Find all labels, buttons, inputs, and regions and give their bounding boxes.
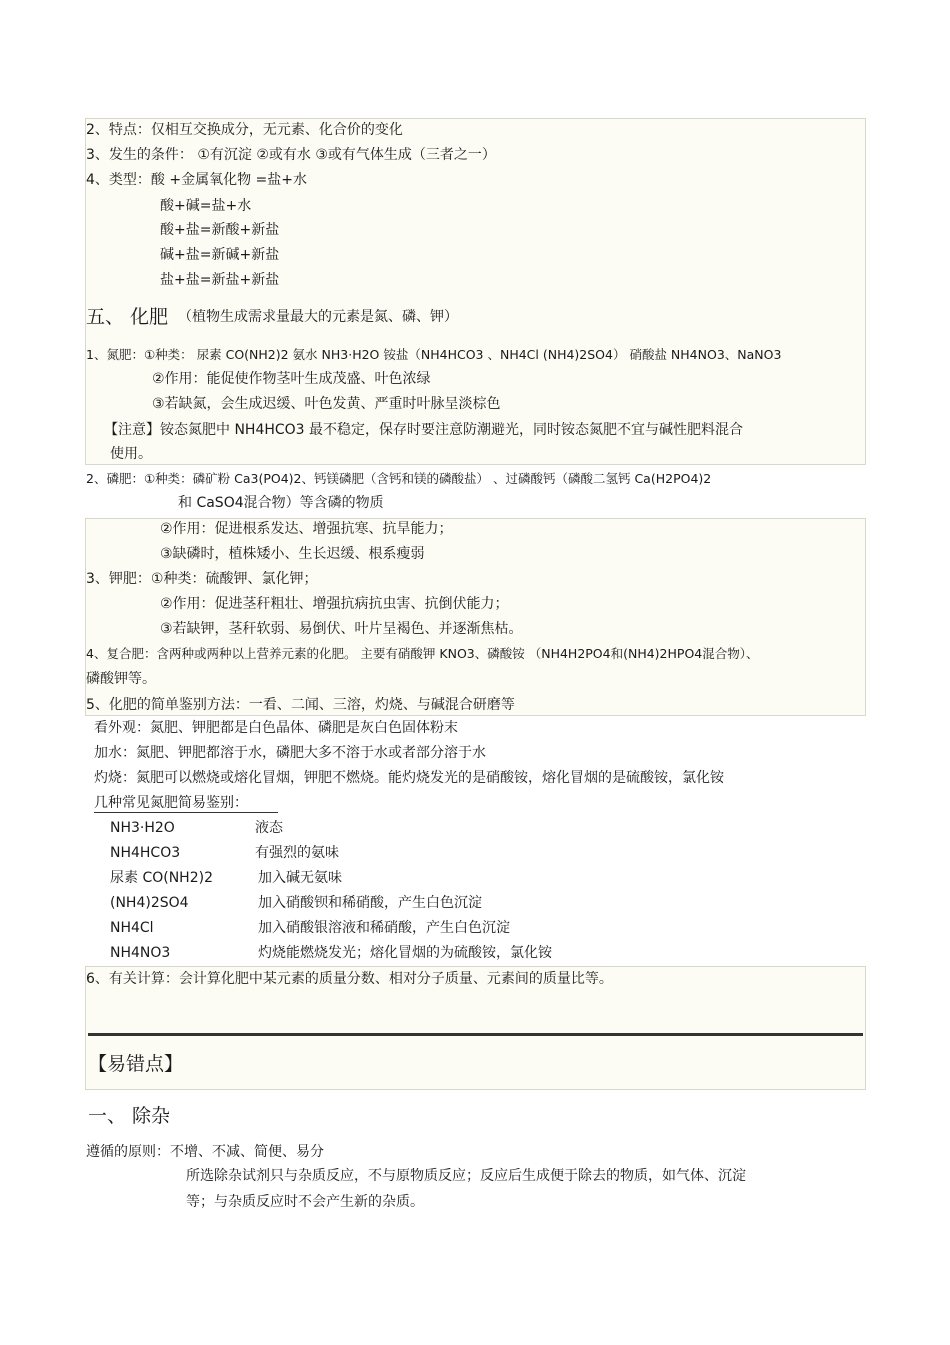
compound-desc: 有强烈的氨味 (255, 845, 339, 861)
section-divider (88, 1033, 863, 1036)
impurity-removal-heading: 一、 除杂 (88, 1105, 171, 1127)
compound-name: (NH4)2SO4 (110, 895, 189, 911)
identify-appearance: 看外观：氮肥、钾肥都是白色晶体、磷肥是灰白色固体粉末 (94, 720, 458, 736)
error-points-heading: 【易错点】 (88, 1053, 184, 1075)
identify-methods: 5、化肥的简单鉴别方法：一看、二闻、三溶，灼烧、与碱混合研磨等 (86, 697, 515, 713)
compound-fertilizer-cont: 磷酸钾等。 (86, 671, 156, 687)
compound-name: NH3·H2O (110, 820, 175, 836)
table-row (110, 894, 189, 912)
reaction-feature: 2、特点：仅相互交换成分，无元素、化合价的变化 (86, 122, 403, 138)
heading-underline (94, 812, 278, 813)
reaction-type-4: 碱+盐=新碱+新盐 (160, 247, 280, 263)
compound-desc: 液态 (255, 820, 283, 836)
compound-name: 尿素 CO(NH2)2 (110, 870, 213, 886)
compound-name: NH4NO3 (110, 945, 171, 961)
identify-nitrogen-heading: 几种常见氮肥简易鉴别： (94, 795, 248, 811)
compound-desc: 加入硝酸银溶液和稀硝酸，产生白色沉淀 (258, 920, 510, 936)
potassium-deficiency: ③若缺钾，茎秆软弱、易倒伏、叶片呈褐色、并逐渐焦枯。 (160, 621, 523, 637)
principle-detail: 所选除杂试剂只与杂质反应，不与原物质反应；反应后生成便于除去的物质，如气体、沉淀 (186, 1168, 746, 1184)
phosphate-function: ②作用：促进根系发达、增强抗寒、抗旱能力； (160, 521, 453, 537)
table-row (110, 844, 180, 862)
compound-desc: 加入碱无氨味 (258, 870, 342, 886)
compound-desc: 加入硝酸钡和稀硝酸，产生白色沉淀 (258, 895, 482, 911)
table-row (110, 869, 213, 887)
compound-name: NH4HCO3 (110, 845, 181, 861)
nitrogen-function: ②作用：能促使作物茎叶生成茂盛、叶色浓绿 (152, 371, 431, 387)
phosphate-types-cont: 和 CaSO4混合物）等含磷的物质 (178, 495, 384, 511)
compound-name: NH4Cl (110, 920, 154, 936)
phosphate-types: 2、磷肥：①种类：磷矿粉 Ca3(PO4)2、钙镁磷肥（含钙和镁的磷酸盐） 、过磷酸钙（磷酸二氢钙 Ca(H2PO4)2 (86, 471, 712, 486)
nitrogen-note: 【注意】铵态氮肥中 NH4HCO3 最不稳定，保存时要注意防潮避光，同时铵态氮肥不宜与碱性肥料混合 (104, 422, 744, 438)
potassium-types: 3、钾肥：①种类：硫酸钾、氯化钾； (86, 571, 318, 587)
identify-burn: 灼烧：氮肥可以燃烧或熔化冒烟，钾肥不燃烧。能灼烧发光的是硝酸铵，熔化冒烟的是硫酸铵，氯化铵 (94, 770, 724, 786)
nitrogen-note-cont: 使用。 (110, 446, 152, 462)
fertilizer-calculation: 6、有关计算：会计算化肥中某元素的质量分数、相对分子质量、元素间的质量比等。 (86, 971, 613, 987)
compound-desc: 灼烧能燃烧发光；熔化冒烟的为硫酸铵，氯化铵 (258, 945, 552, 961)
table-row (110, 819, 175, 837)
reaction-types: 4、类型：酸 +金属氧化物 =盐+水 (86, 172, 307, 188)
potassium-function: ②作用：促进茎秆粗壮、增强抗病抗虫害、抗倒伏能力； (160, 596, 509, 612)
principle-line: 遵循的原则：不增、不减、简便、易分 (86, 1144, 324, 1160)
reaction-type-2: 酸+碱=盐+水 (160, 198, 252, 214)
nitrogen-types: 1、氮肥：①种类： 尿素 CO(NH2)2 氨水 NH3·H2O 铵盐（NH4HCO3 、NH4Cl (NH4)2SO4） 硝酸盐 NH4NO3、NaNO3 (86, 347, 782, 362)
table-row (110, 944, 170, 962)
reaction-type-5: 盐+盐=新盐+新盐 (160, 272, 280, 288)
fertilizer-heading: 五、 化肥 (86, 306, 169, 328)
phosphate-deficiency: ③缺磷时，植株矮小、生长迟缓、根系瘦弱 (160, 546, 425, 562)
reaction-condition: 3、发生的条件： ①有沉淀 ②或有水 ③或有气体生成（三者之一） (86, 147, 496, 163)
table-row (110, 919, 154, 937)
nitrogen-deficiency: ③若缺氮，会生成迟缓、叶色发黄、严重时叶脉呈淡棕色 (152, 396, 501, 412)
principle-detail-cont: 等；与杂质反应时不会产生新的杂质。 (186, 1194, 424, 1210)
identify-water: 加水：氮肥、钾肥都溶于水，磷肥大多不溶于水或者部分溶于水 (94, 745, 486, 761)
reaction-type-3: 酸+盐=新酸+新盐 (160, 222, 280, 238)
compound-fertilizer: 4、复合肥：含两种或两种以上营养元素的化肥。 主要有硝酸钾 KNO3、磷酸铵 （NH4H2PO4和(NH4)2HPO4混合物）、 (86, 646, 759, 661)
fertilizer-subtitle: （植物生成需求量最大的元素是氮、磷、钾） (178, 309, 458, 325)
